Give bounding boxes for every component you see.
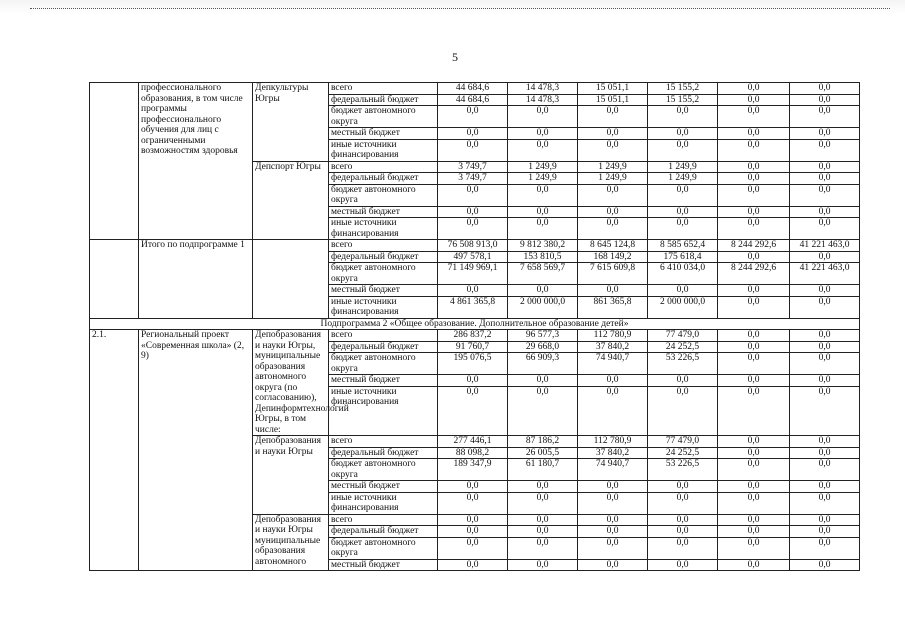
- value-cell: 7 658 569,7: [508, 263, 578, 285]
- value-cell: 0,0: [508, 559, 578, 571]
- value-cell: 0,0: [718, 173, 790, 185]
- value-cell: 0,0: [648, 218, 718, 240]
- value-cell: 0,0: [790, 526, 860, 538]
- funding-source: федеральный бюджет: [329, 251, 438, 263]
- value-cell: 0,0: [438, 514, 508, 526]
- value-cell: 0,0: [718, 184, 790, 206]
- funding-source: федеральный бюджет: [329, 173, 438, 185]
- value-cell: 77 479,0: [648, 436, 718, 448]
- value-cell: 277 446,1: [438, 436, 508, 448]
- value-cell: 0,0: [438, 206, 508, 218]
- value-cell: 0,0: [718, 537, 790, 559]
- value-cell: 0,0: [648, 537, 718, 559]
- value-cell: 0,0: [438, 481, 508, 493]
- value-cell: 0,0: [718, 285, 790, 297]
- value-cell: 24 252,5: [648, 447, 718, 459]
- value-cell: 195 076,5: [438, 353, 508, 375]
- value-cell: 0,0: [790, 459, 860, 481]
- value-cell: 44 684,6: [438, 94, 508, 106]
- value-cell: 53 226,5: [648, 353, 718, 375]
- value-cell: 0,0: [508, 128, 578, 140]
- value-cell: 0,0: [438, 139, 508, 161]
- value-cell: 861 365,8: [578, 296, 648, 318]
- funding-source: иные источники финансирования: [329, 139, 438, 161]
- value-cell: 0,0: [578, 559, 648, 571]
- funding-source: иные источники финансирования: [329, 492, 438, 514]
- value-cell: 8 645 124,8: [578, 240, 648, 252]
- value-cell: 15 155,2: [648, 94, 718, 106]
- value-cell: 0,0: [508, 492, 578, 514]
- value-cell: 0,0: [648, 492, 718, 514]
- value-cell: 0,0: [790, 330, 860, 342]
- value-cell: 0,0: [648, 481, 718, 493]
- value-cell: 2 000 000,0: [508, 296, 578, 318]
- value-cell: 0,0: [790, 83, 860, 95]
- value-cell: 0,0: [508, 206, 578, 218]
- funding-source: всего: [329, 161, 438, 173]
- value-cell: 168 149,2: [578, 251, 648, 263]
- value-cell: 0,0: [578, 537, 648, 559]
- value-cell: 0,0: [790, 184, 860, 206]
- value-cell: 0,0: [718, 161, 790, 173]
- funding-source: федеральный бюджет: [329, 94, 438, 106]
- funding-source: местный бюджет: [329, 559, 438, 571]
- value-cell: 1 249,9: [648, 161, 718, 173]
- value-cell: 0,0: [790, 218, 860, 240]
- value-cell: 0,0: [790, 161, 860, 173]
- value-cell: 0,0: [790, 94, 860, 106]
- value-cell: 0,0: [508, 218, 578, 240]
- funding-source: бюджет автономного округа: [329, 106, 438, 128]
- value-cell: 0,0: [578, 526, 648, 538]
- scan-artifact-line: [30, 8, 890, 9]
- value-cell: 1 249,9: [508, 161, 578, 173]
- funding-source: всего: [329, 514, 438, 526]
- value-cell: 0,0: [790, 206, 860, 218]
- value-cell: 0,0: [790, 514, 860, 526]
- table-row: [90, 83, 860, 95]
- value-cell: 0,0: [718, 375, 790, 387]
- funding-source: иные источники финансирования: [329, 218, 438, 240]
- value-cell: 0,0: [718, 341, 790, 353]
- value-cell: 0,0: [648, 184, 718, 206]
- value-cell: 77 479,0: [648, 330, 718, 342]
- value-cell: 0,0: [438, 526, 508, 538]
- value-cell: 0,0: [508, 375, 578, 387]
- value-cell: 6 410 034,0: [648, 263, 718, 285]
- value-cell: 61 180,7: [508, 459, 578, 481]
- value-cell: 37 840,2: [578, 447, 648, 459]
- value-cell: 112 780,9: [578, 436, 648, 448]
- value-cell: 74 940,7: [578, 353, 648, 375]
- value-cell: 0,0: [718, 83, 790, 95]
- value-cell: 0,0: [790, 375, 860, 387]
- value-cell: 175 618,4: [648, 251, 718, 263]
- value-cell: 0,0: [718, 353, 790, 375]
- value-cell: 0,0: [578, 206, 648, 218]
- program-name: профессионального образования, в том числе программы профессионального обучения для лиц с ограниченными возможностям здоровья: [139, 83, 253, 240]
- value-cell: 0,0: [578, 184, 648, 206]
- value-cell: 0,0: [718, 330, 790, 342]
- executor-cell: Депкультуры Югры: [253, 83, 329, 162]
- value-cell: 0,0: [508, 285, 578, 297]
- table-body: [90, 83, 860, 571]
- value-cell: 0,0: [718, 436, 790, 448]
- value-cell: 0,0: [648, 206, 718, 218]
- value-cell: 15 051,1: [578, 94, 648, 106]
- value-cell: 112 780,9: [578, 330, 648, 342]
- value-cell: 0,0: [578, 106, 648, 128]
- value-cell: 0,0: [718, 206, 790, 218]
- value-cell: 0,0: [508, 386, 578, 435]
- value-cell: 44 684,6: [438, 83, 508, 95]
- value-cell: 0,0: [438, 218, 508, 240]
- value-cell: 0,0: [790, 173, 860, 185]
- value-cell: 3 749,7: [438, 161, 508, 173]
- value-cell: 0,0: [578, 285, 648, 297]
- value-cell: 0,0: [718, 218, 790, 240]
- value-cell: 76 508 913,0: [438, 240, 508, 252]
- value-cell: 0,0: [438, 106, 508, 128]
- value-cell: 96 577,3: [508, 330, 578, 342]
- funding-source: иные источники финансирования: [329, 296, 438, 318]
- executor-cell: [253, 240, 329, 319]
- value-cell: 0,0: [508, 139, 578, 161]
- value-cell: 0,0: [790, 537, 860, 559]
- funding-source: всего: [329, 240, 438, 252]
- value-cell: 0,0: [718, 128, 790, 140]
- value-cell: 0,0: [508, 184, 578, 206]
- value-cell: 189 347,9: [438, 459, 508, 481]
- row-number: 2.1.: [90, 330, 139, 571]
- funding-source: бюджет автономного округа: [329, 353, 438, 375]
- funding-source: федеральный бюджет: [329, 526, 438, 538]
- value-cell: 0,0: [718, 296, 790, 318]
- value-cell: 0,0: [648, 128, 718, 140]
- value-cell: 0,0: [438, 559, 508, 571]
- value-cell: 4 861 365,8: [438, 296, 508, 318]
- value-cell: 0,0: [790, 386, 860, 435]
- value-cell: 1 249,9: [648, 173, 718, 185]
- value-cell: 0,0: [578, 218, 648, 240]
- funding-source: федеральный бюджет: [329, 447, 438, 459]
- value-cell: 0,0: [790, 106, 860, 128]
- value-cell: 71 149 969,1: [438, 263, 508, 285]
- value-cell: 41 221 463,0: [790, 240, 860, 252]
- value-cell: 53 226,5: [648, 459, 718, 481]
- executor-cell: Депобразования и науки Югры, муниципальные образования автономного округа (по согласованию), Депинформтехнологий Югры, в том числе:: [253, 330, 329, 436]
- value-cell: 0,0: [790, 285, 860, 297]
- value-cell: 91 760,7: [438, 341, 508, 353]
- funding-source: федеральный бюджет: [329, 341, 438, 353]
- value-cell: 41 221 463,0: [790, 263, 860, 285]
- total-name: Итого по подпрограмме 1: [139, 240, 253, 319]
- executor-cell: Депспорт Югры: [253, 161, 329, 240]
- value-cell: 0,0: [790, 296, 860, 318]
- value-cell: 0,0: [438, 375, 508, 387]
- value-cell: 0,0: [790, 447, 860, 459]
- value-cell: 0,0: [718, 514, 790, 526]
- value-cell: 0,0: [508, 537, 578, 559]
- subprogram-header-row: [90, 318, 860, 330]
- value-cell: 87 186,2: [508, 436, 578, 448]
- value-cell: 0,0: [648, 526, 718, 538]
- table-row: [90, 330, 860, 342]
- value-cell: 0,0: [718, 386, 790, 435]
- value-cell: 2 000 000,0: [648, 296, 718, 318]
- value-cell: 0,0: [438, 537, 508, 559]
- value-cell: 0,0: [508, 514, 578, 526]
- value-cell: 0,0: [648, 375, 718, 387]
- value-cell: 1 249,9: [578, 173, 648, 185]
- value-cell: 0,0: [578, 492, 648, 514]
- value-cell: 8 244 292,6: [718, 240, 790, 252]
- funding-source: местный бюджет: [329, 375, 438, 387]
- funding-source: бюджет автономного округа: [329, 537, 438, 559]
- value-cell: 0,0: [718, 526, 790, 538]
- value-cell: 0,0: [790, 481, 860, 493]
- value-cell: 74 940,7: [578, 459, 648, 481]
- value-cell: 0,0: [438, 386, 508, 435]
- value-cell: 0,0: [790, 251, 860, 263]
- value-cell: 0,0: [718, 481, 790, 493]
- row-number: [90, 240, 139, 319]
- value-cell: 0,0: [718, 251, 790, 263]
- value-cell: 0,0: [578, 375, 648, 387]
- value-cell: 24 252,5: [648, 341, 718, 353]
- value-cell: 0,0: [508, 106, 578, 128]
- funding-source: бюджет автономного округа: [329, 184, 438, 206]
- funding-source: местный бюджет: [329, 128, 438, 140]
- funding-source: бюджет автономного округа: [329, 263, 438, 285]
- row-number: [90, 83, 139, 240]
- value-cell: 0,0: [508, 481, 578, 493]
- value-cell: 0,0: [438, 184, 508, 206]
- funding-source: бюджет автономного округа: [329, 459, 438, 481]
- value-cell: 15 155,2: [648, 83, 718, 95]
- value-cell: 0,0: [648, 386, 718, 435]
- value-cell: 0,0: [648, 559, 718, 571]
- value-cell: 0,0: [508, 526, 578, 538]
- value-cell: 14 478,3: [508, 83, 578, 95]
- value-cell: 0,0: [438, 492, 508, 514]
- value-cell: 0,0: [718, 106, 790, 128]
- value-cell: 0,0: [790, 139, 860, 161]
- value-cell: 0,0: [718, 459, 790, 481]
- value-cell: 0,0: [648, 106, 718, 128]
- funding-source: местный бюджет: [329, 481, 438, 493]
- value-cell: 9 812 380,2: [508, 240, 578, 252]
- subprogram-title: Подпрограмма 2 «Общее образование. Дополнительное образование детей»: [90, 318, 860, 330]
- value-cell: 0,0: [578, 481, 648, 493]
- value-cell: 29 668,0: [508, 341, 578, 353]
- value-cell: 8 585 652,4: [648, 240, 718, 252]
- value-cell: 15 051,1: [578, 83, 648, 95]
- value-cell: 0,0: [578, 514, 648, 526]
- funding-source: местный бюджет: [329, 206, 438, 218]
- value-cell: 8 244 292,6: [718, 263, 790, 285]
- value-cell: 1 249,9: [508, 173, 578, 185]
- value-cell: 0,0: [648, 285, 718, 297]
- value-cell: 0,0: [648, 514, 718, 526]
- funding-source: всего: [329, 83, 438, 95]
- value-cell: 88 098,2: [438, 447, 508, 459]
- value-cell: 0,0: [718, 559, 790, 571]
- value-cell: 37 840,2: [578, 341, 648, 353]
- value-cell: 0,0: [578, 128, 648, 140]
- value-cell: 497 578,1: [438, 251, 508, 263]
- value-cell: 0,0: [718, 94, 790, 106]
- funding-source: всего: [329, 436, 438, 448]
- value-cell: 0,0: [790, 128, 860, 140]
- value-cell: 3 749,7: [438, 173, 508, 185]
- value-cell: 0,0: [790, 353, 860, 375]
- value-cell: 0,0: [718, 492, 790, 514]
- value-cell: 0,0: [578, 139, 648, 161]
- value-cell: 66 909,3: [508, 353, 578, 375]
- funding-source: местный бюджет: [329, 285, 438, 297]
- value-cell: 14 478,3: [508, 94, 578, 106]
- table-row: [90, 240, 860, 252]
- funding-table: [89, 82, 860, 571]
- executor-cell: Депобразования и науки Югры муниципальные образования автономного: [253, 514, 329, 571]
- funding-source: иные источники финансирования: [329, 386, 438, 435]
- value-cell: 0,0: [790, 559, 860, 571]
- executor-cell: Депобразования и науки Югры: [253, 436, 329, 515]
- program-name: Региональный проект «Современная школа» (2, 9): [139, 330, 253, 571]
- value-cell: 286 837,2: [438, 330, 508, 342]
- value-cell: 26 005,5: [508, 447, 578, 459]
- value-cell: 7 615 609,8: [578, 263, 648, 285]
- scan-edge: [0, 0, 905, 14]
- value-cell: 153 810,5: [508, 251, 578, 263]
- funding-source: всего: [329, 330, 438, 342]
- value-cell: 0,0: [790, 436, 860, 448]
- value-cell: 0,0: [718, 447, 790, 459]
- value-cell: 0,0: [438, 285, 508, 297]
- value-cell: 0,0: [648, 139, 718, 161]
- page-number: 5: [452, 50, 458, 64]
- value-cell: 0,0: [438, 128, 508, 140]
- value-cell: 0,0: [578, 386, 648, 435]
- value-cell: 0,0: [790, 341, 860, 353]
- value-cell: 0,0: [790, 492, 860, 514]
- value-cell: 1 249,9: [578, 161, 648, 173]
- value-cell: 0,0: [718, 139, 790, 161]
